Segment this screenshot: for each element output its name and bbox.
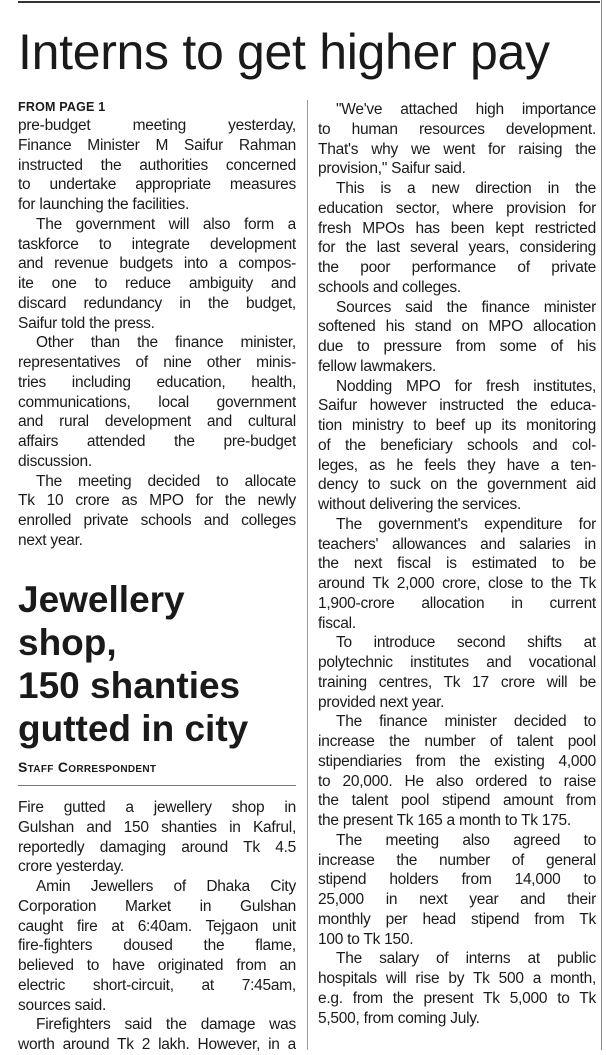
text-line: Fire gutted a jewellery shop in (18, 799, 296, 816)
text-line: fellow lawmakers. (318, 357, 437, 375)
second-headline-line: 150 shanties (18, 665, 241, 706)
text-line: Firefighters said the damage was (36, 1016, 296, 1034)
second-story-column (18, 798, 296, 1055)
text-line: fresh MPOs has been kept restricted (318, 219, 596, 237)
text-line: The government's expenditure for (336, 515, 596, 533)
text-line: softened his stand on MPO allocation (318, 318, 596, 336)
page-edge-rule (601, 0, 602, 1050)
text-line: and revenue budgets into a compos- (18, 255, 296, 273)
paragraph (318, 633, 596, 712)
text-line: 5,500, from coming July. (318, 1009, 480, 1027)
main-headline: Interns to get higher pay (18, 24, 550, 80)
paragraph (318, 515, 596, 634)
text-line: the talent pool stipend amount from (318, 792, 596, 810)
text-line: The meeting also agreed to (336, 831, 596, 849)
byline-rule (18, 785, 296, 786)
text-line: to 20,000. He also ordered to raise (318, 772, 596, 790)
text-line: Corporation Market in Gulshan (18, 897, 296, 915)
text-line: Nodding MPO for fresh institutes, (336, 377, 596, 395)
top-rule (18, 1, 600, 3)
text-line: leges, as he feels they have a ten- (318, 456, 596, 474)
text-line: crore yesterday. (18, 858, 124, 876)
paragraph (318, 179, 596, 298)
text-line: enrolled private schools and colleges (18, 512, 296, 529)
text-line: That's why we went for raising the (318, 140, 596, 158)
text-line: The finance minister decided to (336, 713, 596, 731)
text-line: The salary of interns at public (336, 950, 596, 968)
text-line: fiscal. (318, 614, 356, 632)
text-line: due to pressure from some of his (318, 338, 596, 355)
text-line: polytechnic institutes and vocational (318, 654, 596, 671)
text-line: Saifur however instructed the educa- (318, 397, 596, 415)
text-line: "We've attached high importance (336, 101, 596, 118)
text-line: Gulshan and 150 shanties in Kafrul, (18, 818, 296, 836)
text-line: discard redundancy in the budget, (18, 294, 296, 312)
byline: Staff Correspondent (18, 759, 157, 775)
paragraph (18, 1015, 296, 1055)
text-line: to undertake appropriate measures (18, 176, 296, 194)
text-line: worth around Tk 2 lakh. However, in a (18, 1036, 296, 1053)
text-line: the next fiscal is estimated to be (318, 555, 596, 573)
text-line: for launching the facilities. (18, 196, 190, 213)
paragraph (318, 298, 596, 377)
text-line: stipend holders from 14,000 to (318, 871, 596, 889)
column-divider (307, 100, 308, 1050)
text-line: to human resources development. (318, 120, 596, 138)
text-line: This is a new direction in the (336, 180, 596, 197)
text-line: training centres, Tk 17 crore will be (318, 673, 596, 691)
text-line: representatives of nine other minis- (18, 354, 296, 371)
text-line: without delivering the services. (318, 496, 522, 513)
paragraph (18, 116, 296, 215)
text-line: the poor performance of private (318, 259, 596, 276)
text-line: e.g. from the present Tk 5,000 to Tk (318, 989, 596, 1007)
text-line: believed to have originated from an (18, 957, 296, 974)
text-line: increase the number of talent pool (318, 733, 596, 750)
text-line: schools and colleges. (318, 278, 461, 296)
text-line: The meeting decided to allocate (36, 472, 296, 490)
text-line: instructed the authorities concerned (18, 156, 296, 174)
paragraph (318, 712, 596, 831)
text-line: ite one to reduce ambiguity and (18, 275, 296, 292)
text-line: discussion. (18, 452, 92, 470)
text-line: the present Tk 165 a month to Tk 175. (318, 812, 571, 829)
text-line: Finance Minister M Saifur Rahman (18, 136, 296, 154)
text-line: hospitals will rise by Tk 500 a month, (318, 970, 596, 987)
text-line: affairs attended the pre-budget (18, 433, 296, 450)
text-line: Tk 10 crore as MPO for the newly (18, 492, 296, 510)
text-line: The government will also form a (36, 215, 296, 233)
text-line: 100 to Tk 150. (318, 930, 414, 948)
text-line: and rural development and cultural (18, 413, 296, 431)
text-line: 1,900-crore allocation in current (318, 594, 596, 612)
text-line: provided next year. (318, 693, 445, 711)
text-line: Other than the finance minister, (36, 334, 296, 352)
text-line: fire-fighters doused the flame, (18, 937, 296, 955)
text-line: 25,000 in next year and their (318, 891, 596, 908)
text-line: Amin Jewellers of Dhaka City (36, 878, 296, 895)
text-line: taskforce to integrate development (18, 235, 296, 253)
paragraph (318, 949, 596, 1028)
text-line: increase the number of general (318, 851, 596, 869)
paragraph (18, 472, 296, 551)
text-line: Sources said the finance minister (336, 298, 596, 316)
text-line: tries including education, health, (18, 373, 296, 391)
paragraph (18, 877, 296, 1015)
paragraph (18, 215, 296, 334)
second-headline-line: Jewellery (18, 579, 185, 620)
paragraph (318, 831, 596, 950)
text-line: next year. (18, 531, 83, 549)
text-line: To introduce second shifts at (336, 634, 596, 652)
paragraph (18, 333, 296, 471)
text-line: communications, local government (18, 393, 296, 411)
text-line: stipendiaries from the existing 4,000 (318, 752, 596, 770)
main-story-left-column (18, 116, 296, 551)
main-story-right-column (318, 100, 596, 1028)
text-line: education sector, where provision for (318, 199, 596, 217)
text-line: reportedly damaging around Tk 4.5 (18, 838, 296, 856)
paragraph (18, 798, 296, 877)
text-line: of the beneficiary schools and col- (318, 436, 596, 454)
text-line: around Tk 2,000 crore, close to the Tk (318, 575, 596, 592)
second-headline-line: gutted in city (18, 708, 249, 749)
text-line: teachers' allowances and salaries in (318, 535, 596, 553)
text-line: tion ministry to beef up its monitoring (318, 417, 596, 434)
from-page-label: FROM PAGE 1 (18, 100, 106, 114)
text-line: caught fire at 6:40am. Tejgaon unit (18, 917, 296, 935)
text-line: Saifur told the press. (18, 314, 155, 332)
second-headline-line: shop, (18, 622, 117, 663)
paragraph (318, 377, 596, 515)
paragraph (318, 100, 596, 179)
second-headline (18, 578, 248, 750)
text-line: provision," Saifur said. (318, 160, 466, 178)
text-line: electric short-circuit, at 7:45am, (18, 976, 296, 994)
text-line: dency to suck on the government aid (318, 476, 596, 494)
text-line: pre-budget meeting yesterday, (18, 117, 296, 134)
text-line: for the last several years, considering (318, 239, 596, 257)
text-line: sources said. (18, 996, 107, 1014)
text-line: monthly per head stipend from Tk (318, 910, 596, 928)
